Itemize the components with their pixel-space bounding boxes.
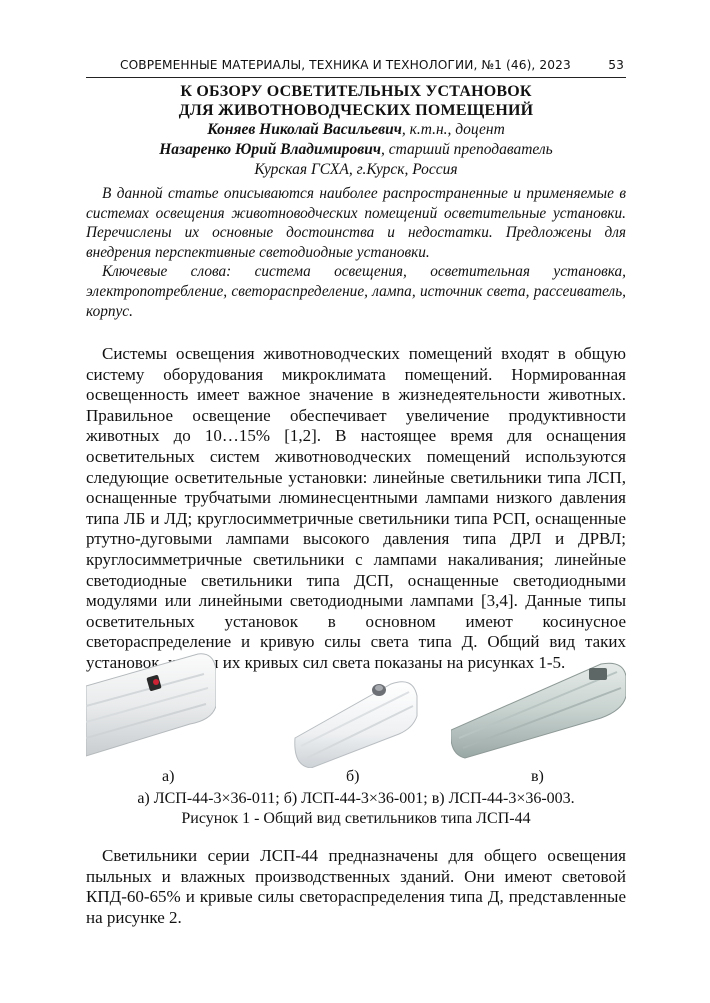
figure-caption-block xyxy=(86,789,626,829)
article-title-line-2: ДЛЯ ЖИВОТНОВОДЧЕСКИХ ПОМЕЩЕНИЙ xyxy=(178,102,534,119)
lamp-lsp-44-011-image xyxy=(86,648,216,766)
running-header xyxy=(86,58,626,78)
affiliation: Курская ГСХА, г.Курск, Россия xyxy=(254,161,458,178)
figure-caption: Рисунок 1 - Общий вид светильников типа ЛСП-44 xyxy=(181,810,531,827)
author-2-name: Назаренко Юрий Владимирович xyxy=(159,141,381,158)
keywords: Ключевые слова: система освещения, осветительная установка, электропотребление, светораспределение, лампа, источник света, рассеиватель, корпус. xyxy=(86,263,626,320)
figure-1 xyxy=(86,648,626,766)
figure-label-b: б) xyxy=(346,768,360,785)
figure-label-a: а) xyxy=(162,768,175,785)
abstract: В данной статье описываются наиболее распространенные и применяемые в системах освещения животноводческих помещений осветительные установки. Перечислены их основные достоинства и недостатки. Предложены для внедрения перспективные светодиодные установки. xyxy=(86,185,626,261)
author-2-role: , старший преподаватель xyxy=(381,141,553,158)
body-paragraph-2: Светильники серии ЛСП-44 предназначены для общего освещения пыльных и влажных производственных зданий. Они имеют световой КПД-60-65% и кривые силы светораспределения типа Д, представленные на рисунке 2. xyxy=(86,846,626,927)
figure-label-c: в) xyxy=(531,768,544,785)
abstract-block xyxy=(86,184,626,321)
author-1-name: Коняев Николай Васильевич xyxy=(207,121,402,138)
lamp-lsp-44-001-image xyxy=(291,676,421,768)
figure-subcaption: а) ЛСП-44-3×36-011; б) ЛСП-44-3×36-001; в) ЛСП-44-3×36-003. xyxy=(137,790,575,807)
author-1-role: , к.т.н., доцент xyxy=(401,121,505,138)
journal-title: СОВРЕМЕННЫЕ МАТЕРИАЛЫ, ТЕХНИКА И ТЕХНОЛОГИИ, №1 (46), 2023 xyxy=(120,58,571,72)
author-2 xyxy=(86,140,626,160)
author-1 xyxy=(86,120,626,140)
lamp-lsp-44-003-image xyxy=(451,660,626,760)
title-block xyxy=(86,82,626,180)
article-title-line-1: К ОБЗОРУ ОСВЕТИТЕЛЬНЫХ УСТАНОВОК xyxy=(180,83,532,100)
body-paragraph-1: Системы освещения животноводческих помещений входят в общую систему оборудования микроклимата помещений. Нормированная освещенность имеет важное значение в жизнедеятельности животных. Правильное освещение обеспечивает увеличение продуктивности животных до 10…15% [1,2]. В настоящее время для оснащения осветительных систем животноводческих помещений используются следующие осветительные установки: линейные светильники типа ЛСП, оснащенные трубчатыми люминесцентными лампами низкого давления типа ЛБ и ЛД; круглосимметричные светильники типа РСП, оснащенные ртутно-дуговыми лампами высокого давления типа ДРЛ и ДРВЛ; круглосимметричные светильники с лампами накаливания; линейные светодиодные светильники типа ДСП, оснащенные светодиодными модулями или линейными светодиодными лампами [3,4]. Данные типы осветительных установок в основном имеют косинусное светораспределение и кривую силы света типа Д. Общий вид таких установок, и виды их кривых сил света показаны на рисунках 1-5. xyxy=(86,344,626,672)
page-number: 53 xyxy=(608,58,624,72)
figure-labels xyxy=(86,768,626,788)
